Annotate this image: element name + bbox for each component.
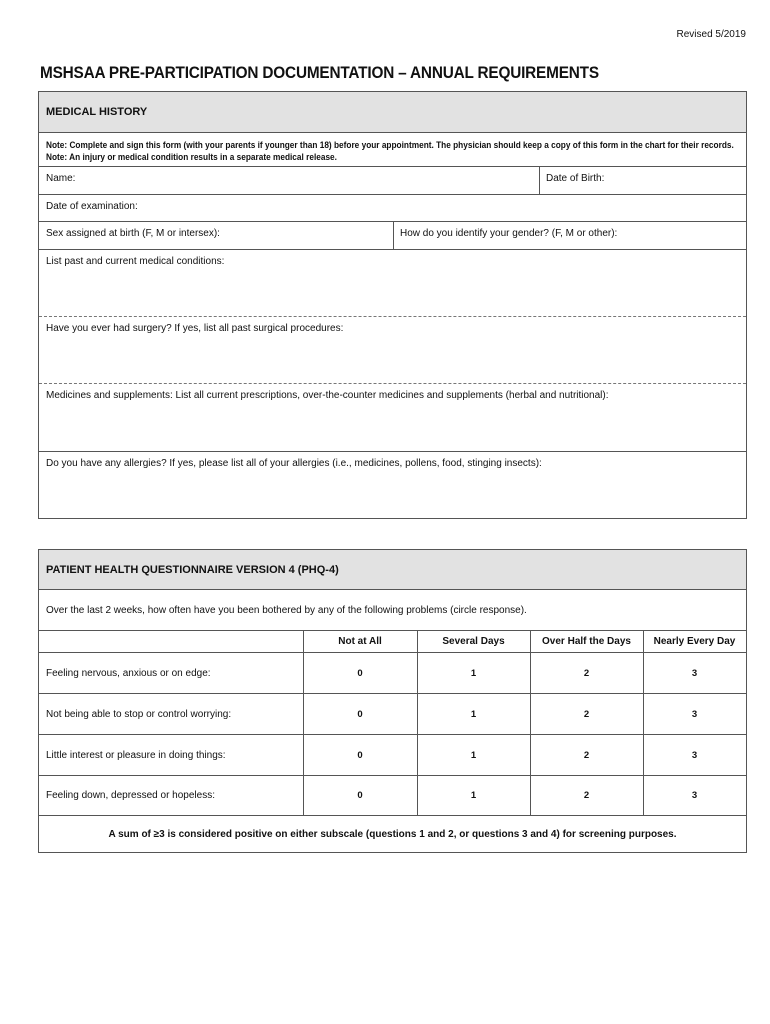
score-3[interactable]: 3 — [691, 708, 698, 720]
note-injury: Note: An injury or medical condition results in a separate medical release. — [46, 152, 337, 162]
question-1: Feeling nervous, anxious or on edge: — [46, 667, 211, 679]
score-0[interactable]: 0 — [357, 708, 363, 720]
page-title: MSHSAA PRE-PARTICIPATION DOCUMENTATION – ANNUAL REQUIREMENTS — [40, 64, 599, 82]
score-1[interactable]: 1 — [470, 708, 477, 720]
sex-label: Sex assigned at birth (F, M or intersex): — [46, 228, 220, 239]
allergies-label: Do you have any allergies? If yes, please list all of your allergies (i.e., medicines, pollens, food, stinging insects): — [46, 458, 542, 469]
section-title: PATIENT HEALTH QUESTIONNAIRE VERSION 4 (PHQ-4) — [46, 563, 339, 576]
gender-label: How do you identify your gender? (F, M or other): — [400, 228, 618, 239]
col-several-days: Several Days — [442, 636, 505, 647]
conditions-row — [39, 250, 746, 317]
score-0[interactable]: 0 — [357, 667, 363, 679]
name-label: Name: — [46, 173, 76, 184]
score-2[interactable]: 2 — [583, 790, 590, 801]
exam-date-row — [39, 195, 746, 222]
score-1[interactable]: 1 — [470, 667, 477, 679]
score-0[interactable]: 0 — [357, 790, 363, 801]
surgery-label: Have you ever had surgery? If yes, list all past surgical procedures: — [46, 323, 344, 334]
note-complete-form: Note: Complete and sign this form (with your parents if younger than 18) before your appointment. The physician should keep a copy of this form in the chart for their records. — [46, 140, 734, 150]
surgery-row — [39, 317, 746, 384]
phq4-instruction-row — [39, 590, 746, 631]
phq4-footer-row — [39, 816, 746, 852]
table-row — [39, 653, 746, 694]
col-nearly-every-day: Nearly Every Day — [653, 636, 736, 647]
allergies-row — [39, 452, 746, 518]
divider — [393, 222, 394, 249]
question-2: Not being able to stop or control worrying: — [46, 708, 232, 720]
question-3: Little interest or pleasure in doing things: — [46, 749, 226, 761]
revision-date: Revised 5/2019 — [676, 29, 746, 40]
medical-history-section — [38, 91, 747, 519]
table-row — [39, 776, 746, 816]
dob-label: Date of Birth: — [546, 173, 605, 184]
phq4-section — [38, 549, 747, 853]
phq4-instruction: Over the last 2 weeks, how often have you been bothered by any of the following problems (circle response). — [46, 604, 527, 616]
score-2[interactable]: 2 — [583, 708, 590, 720]
section-title: MEDICAL HISTORY — [46, 106, 148, 118]
phq4-header — [39, 550, 746, 590]
medicines-row — [39, 384, 746, 452]
conditions-label: List past and current medical conditions: — [46, 256, 225, 267]
score-3[interactable]: 3 — [691, 790, 698, 801]
table-row — [39, 735, 746, 776]
medical-history-header — [39, 92, 746, 133]
col-over-half-days: Over Half the Days — [542, 636, 631, 647]
col-not-at-all: Not at All — [338, 636, 382, 647]
name-row — [39, 167, 746, 195]
score-1[interactable]: 1 — [470, 749, 477, 761]
score-3[interactable]: 3 — [691, 749, 698, 761]
medicines-label: Medicines and supplements: List all current prescriptions, over-the-counter medicines and supplements (herbal and nutritional): — [46, 390, 609, 401]
phq4-column-header-row — [39, 631, 746, 653]
exam-date-label: Date of examination: — [46, 201, 138, 212]
sex-gender-row — [39, 222, 746, 250]
divider — [539, 167, 540, 194]
score-1[interactable]: 1 — [470, 790, 477, 801]
score-0[interactable]: 0 — [357, 749, 363, 761]
score-2[interactable]: 2 — [583, 667, 590, 679]
phq4-scoring-note: A sum of ≥3 is considered positive on either subscale (questions 1 and 2, or questions 3 and 4) for screening purposes. — [108, 828, 677, 840]
question-4: Feeling down, depressed or hopeless: — [46, 790, 215, 801]
table-row — [39, 694, 746, 735]
notes-row — [39, 133, 746, 167]
score-2[interactable]: 2 — [583, 749, 590, 761]
score-3[interactable]: 3 — [691, 667, 698, 679]
